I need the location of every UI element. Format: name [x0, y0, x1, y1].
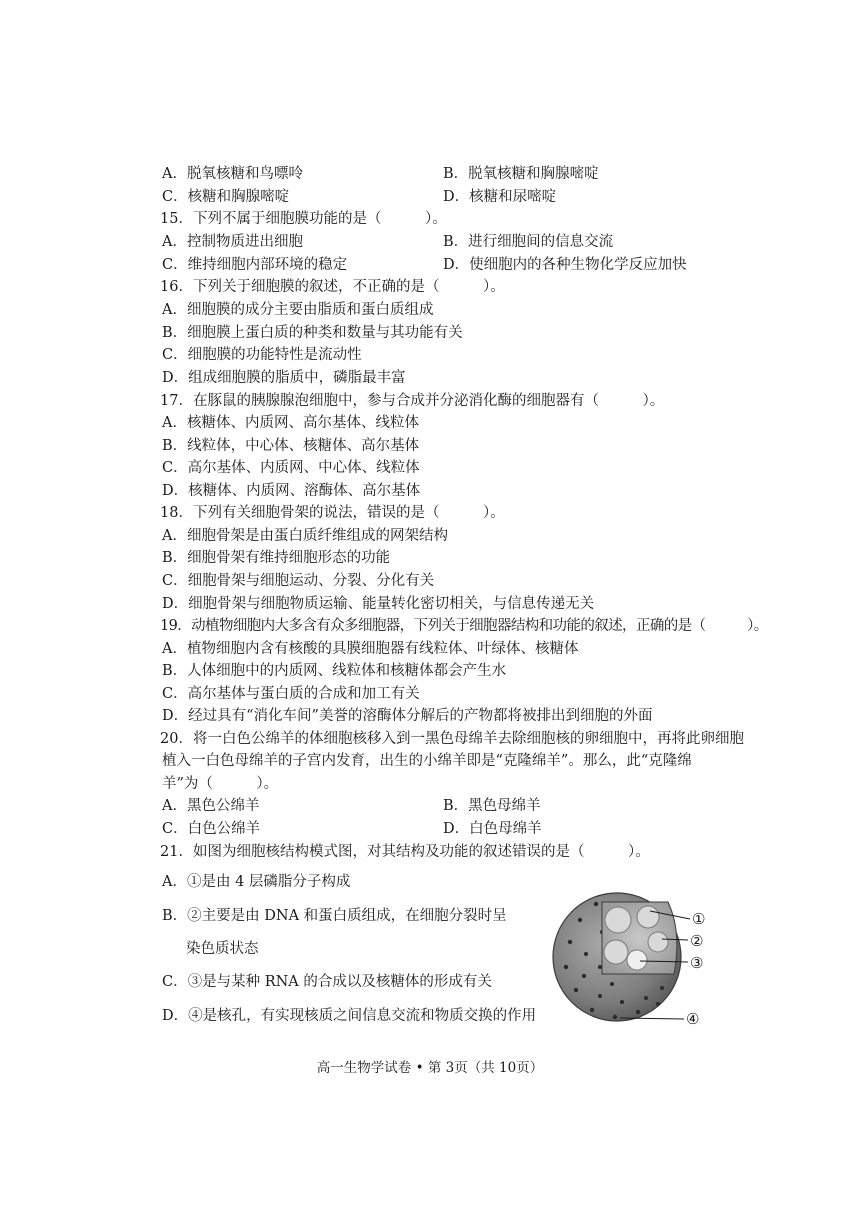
q21-option-a: A．①是由 4 层磷脂分子构成 [162, 874, 351, 890]
q21-option-b-line1: B．②主要是由 DNA 和蛋白质组成，在细胞分裂时呈 [162, 908, 507, 924]
q18-option-c: C．细胞骨架与细胞运动、分裂、分化有关 [162, 573, 435, 589]
q17-option-c: C．高尔基体、内质网、中心体、线粒体 [162, 460, 420, 476]
q19-option-d: D．经过具有“消化车间”美誉的溶酶体分解后的产物都将被排出到细胞的外面 [162, 708, 653, 724]
q16-option-c: C．细胞膜的功能特性是流动性 [162, 347, 362, 363]
q16-option-b: B．细胞膜上蛋白质的种类和数量与其功能有关 [162, 325, 463, 341]
label-1: ① [692, 910, 706, 928]
q15-option-a: A．控制物质进出细胞 [162, 234, 303, 250]
q17-option-a: A．核糖体、内质网、高尔基体、线粒体 [162, 415, 419, 431]
q17-option-b: B．线粒体，中心体、核糖体、高尔基体 [162, 438, 420, 454]
q17-stem: 17．在豚鼠的胰腺腺泡细胞中，参与合成并分泌消化酶的细胞器有（ ）。 [160, 393, 665, 409]
q20-stem-line3: 羊”为（ ）。 [162, 776, 279, 792]
label-4: ④ [686, 1010, 700, 1028]
q18-option-d: D．细胞骨架与细胞物质运输、能量转化密切相关，与信息传递无关 [162, 596, 595, 612]
q20-stem-line1: 20．将一白色公绵羊的体细胞核移入到一黑色母绵羊去除细胞核的卵细胞中，再将此卵细胞 [160, 731, 744, 747]
q19-option-c: C．高尔基体与蛋白质的合成和加工有关 [162, 686, 420, 702]
q14-option-d: D．核糖和尿嘧啶 [443, 189, 557, 205]
q14-option-c: C．核糖和胸腺嘧啶 [162, 189, 290, 205]
nucleus-diagram [550, 872, 720, 1037]
q20-option-a: A．黑色公绵羊 [162, 798, 260, 814]
q21-option-d: D．④是核孔，有实现核质之间信息交流和物质交换的作用 [162, 1008, 537, 1024]
q20-option-b: B．黑色母绵羊 [443, 798, 541, 814]
page-footer: 高一生物学试卷 • 第 3页（共 10页） [316, 1060, 544, 1076]
q16-stem: 16．下列关于细胞膜的叙述，不正确的是（ ）。 [160, 279, 505, 295]
q17-option-d: D．核糖体、内质网、溶酶体、高尔基体 [162, 483, 421, 499]
q14-option-a: A．脱氧核糖和鸟嘌呤 [162, 166, 303, 182]
q20-option-d: D．白色母绵羊 [443, 821, 542, 837]
q16-option-a: A．细胞膜的成分主要由脂质和蛋白质组成 [162, 302, 434, 318]
q16-option-d: D．组成细胞膜的脂质中，磷脂最丰富 [162, 370, 406, 386]
label-2: ② [690, 932, 704, 950]
q18-option-b: B．细胞骨架有维持细胞形态的功能 [162, 550, 391, 566]
q18-option-a: A．细胞骨架是由蛋白质纤维组成的网架结构 [162, 528, 448, 544]
q15-stem: 15．下列不属于细胞膜功能的是（ ）。 [160, 211, 447, 227]
q19-option-b: B．人体细胞中的内质网、线粒体和核糖体都会产生水 [162, 663, 507, 679]
nucleolus [627, 950, 647, 970]
q21-option-b-line2: 染色质状态 [186, 941, 259, 957]
label-3: ③ [690, 954, 704, 972]
q21-stem: 21．如图为细胞核结构模式图，对其结构及功能的叙述错误的是（ ）。 [160, 844, 650, 860]
q15-option-d: D．使细胞内的各种生物化学反应加快 [443, 257, 687, 273]
q20-stem-line2: 植入一白色母绵羊的子宫内发育，出生的小绵羊即是“克隆绵羊”。那么，此“克隆绵 [162, 753, 692, 769]
q20-option-c: C．白色公绵羊 [162, 821, 261, 837]
q19-stem: 19．动植物细胞内大多含有众多细胞器，下列关于细胞器结构和功能的叙述，正确的是（ ）。 [160, 618, 768, 634]
q21-option-c: C．③是与某种 RNA 的合成以及核糖体的形成有关 [162, 974, 492, 990]
q15-option-c: C．维持细胞内部环境的稳定 [162, 257, 348, 273]
q18-stem: 18．下列有关细胞骨架的说法，错误的是（ ）。 [160, 505, 505, 521]
q19-option-a: A．植物细胞内含有核酸的具膜细胞器有线粒体、叶绿体、核糖体 [162, 641, 579, 657]
q15-option-b: B．进行细胞间的信息交流 [443, 234, 614, 250]
q14-option-b: B．脱氧核糖和胸腺嘧啶 [443, 166, 599, 182]
